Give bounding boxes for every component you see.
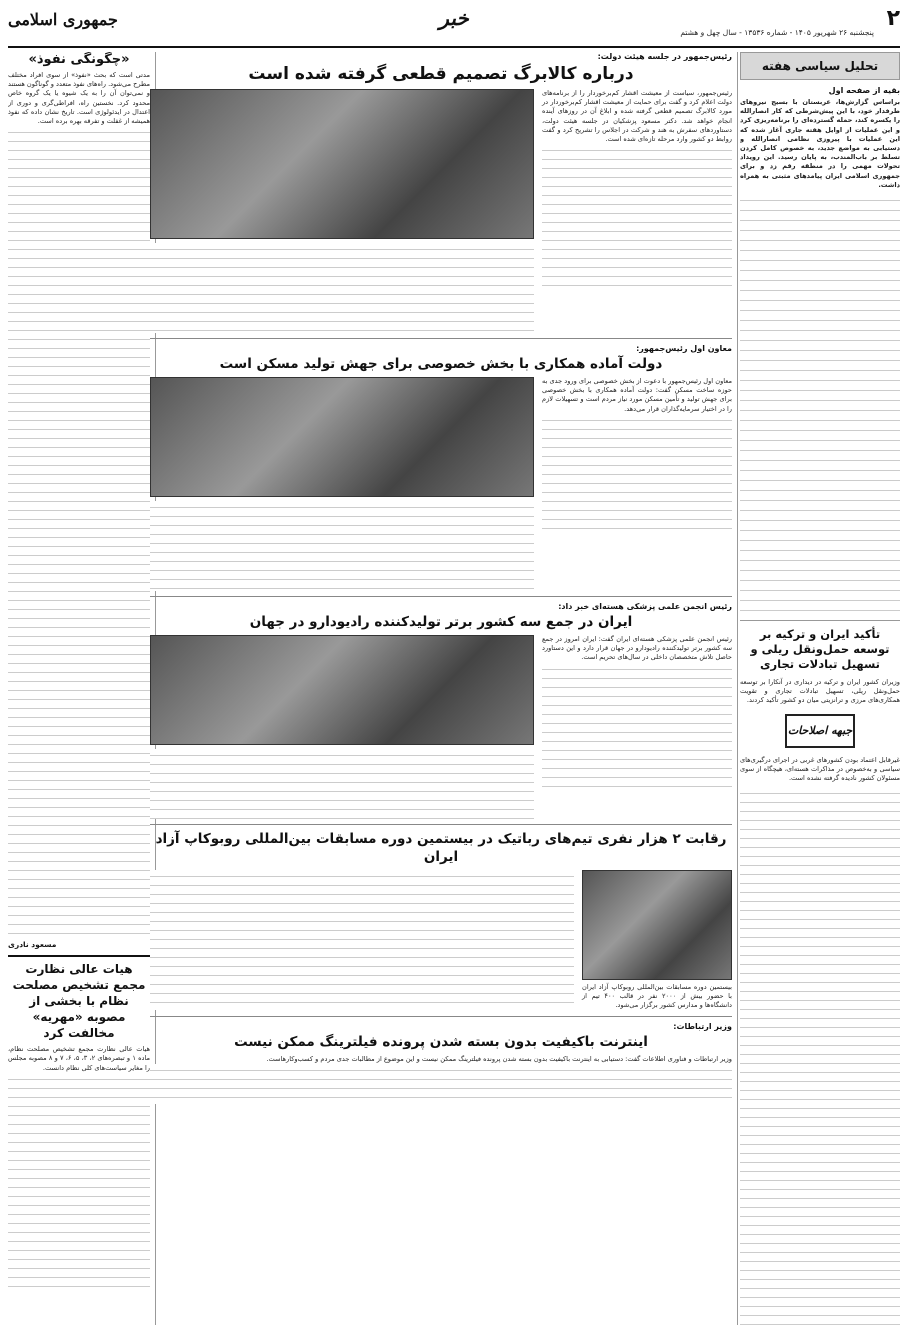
story4-headline: رقابت ۲ هزار نفری تیم‌های رباتیک در بیستمین دوره مسابقات بین‌المللی روبوکاپ آزاد ایران — [155, 831, 727, 865]
story3-text-block-2 — [150, 749, 534, 819]
jebhe-text-block — [740, 787, 900, 1325]
iran-turkey-headline: تأکید ایران و ترکیه بر توسعه حمل‌ونقل ریلی و تسهیل تبادلات تجاری — [740, 620, 900, 672]
story2-text-block-2 — [150, 501, 534, 591]
story1-headline: درباره کالابرگ تصمیم قطعی گرفته شده است — [248, 64, 634, 84]
story4-body: بیستمین دوره مسابقات بین‌المللی روبوکاپ آزاد ایران با حضور بیش از ۲۰۰۰ نفر در قالب ۴۰۰ تیم از دانشگاه‌ها و مدارس کشور برگزار می‌شود. — [582, 983, 732, 1010]
paper-name: جمهوری اسلامی — [8, 10, 118, 29]
story1-prehead: رئیس‌جمهور در جلسه هیئت دولت: — [597, 52, 732, 61]
story-radiopharma — [150, 602, 732, 819]
column-divider — [737, 52, 738, 1325]
story5-prehead: وزیر ارتباطات: — [673, 1021, 732, 1031]
story2-text-block — [542, 414, 732, 534]
issue-info: پنجشنبه ۲۶ شهریور ۱۴۰۵ - شماره ۱۳۵۳۶ - سال چهل و هشتم — [680, 28, 874, 37]
nofooz-text-block — [8, 126, 150, 936]
story1-text-block — [542, 144, 732, 294]
mehrieh-text-block — [8, 1073, 150, 1293]
analysis-text-block — [740, 194, 900, 614]
cabinet-meeting-photo — [150, 89, 534, 239]
story5-body: وزیر ارتباطات و فناوری اطلاعات گفت: دستیابی به اینترنت باکیفیت بدون بسته شدن پرونده فیلترینگ ممکن نیست و این موضوع از مطالبات جدی مردم و کسب‌وکارهاست. — [266, 1054, 732, 1063]
story-housing — [150, 344, 732, 591]
center-column — [150, 52, 732, 1325]
nofooz-body: مدتی است که بحث «نفوذ» از سوی افراد مختلف مطرح می‌شود. راه‌های نفوذ متعدد و گوناگون هستند و نمی‌توان آن را به یک شیوه یا یک گروه خاص محدود کرد. نخستین راه، افراطی‌گری و دوری از اعتدال در ایدئولوژی است. تاریخ نشان داده که نفوذ همیشه از غفلت و تفرقه بهره برده است. — [8, 71, 150, 126]
analysis-body: براساس گزارش‌ها، عربستان با بسیج نیروهای طرفدار خود، با این پیش‌شرطی که کار انصارالله را یکسره کند، حمله گسترده‌ای را برنامه‌ریزی کرد و این عملیات از اوایل هفته جاری آغاز شده که این عملیات با پیروزی نظامی انصارالله و دستیابی به مواضع جدید، به خصوص کامل کردن تسلط بر باب‌المندب، به پایان رسید. این رویداد تحولات مهمی را در منطقه رقم زد و برای جمهوری اسلامی ایران پیامدهای مثبتی به همراه داشت. — [740, 98, 900, 189]
iran-turkey-body: وزیران کشور ایران و ترکیه در دیداری در آنکارا بر توسعه حمل‌ونقل ریلی، تسهیل تبادلات تجاری و تقویت همکاری‌های مرزی و ترانزیتی میان دو کشور تأکید کردند. — [740, 678, 900, 705]
story3-headline: ایران در جمع سه کشور برتر تولیدکننده رادیودارو در جهان — [249, 614, 633, 630]
header-rule — [8, 46, 900, 48]
story5-headline: اینترنت باکیفیت بدون بسته شدن پرونده فیلترینگ ممکن نیست — [234, 1033, 648, 1050]
mehrieh-headline: هیات عالی نظارت مجمع تشخیص مصلحت نظام با بخشی از مصوبه «مهریه» مخالفت کرد — [8, 955, 150, 1041]
jebhe-logo: جبهه اصلاحات — [785, 714, 855, 748]
analysis-box-title: تحلیل سیاسی هفته — [740, 52, 900, 80]
mehrieh-body: هیات عالی نظارت مجمع تشخیص مصلحت نظام، ماده ۱ و تبصره‌های ۲، ۳، ۵، ۶، ۷ و ۸ مصوبه مجلس را مغایر سیاست‌های کلی نظام دانست. — [8, 1045, 150, 1072]
housing-meeting-photo — [150, 377, 534, 497]
story-kalabarg — [150, 52, 732, 333]
right-column — [740, 52, 900, 1325]
story3-body: رئیس انجمن علمی پزشکی هسته‌ای ایران گفت: ایران امروز در جمع سه کشور برتر تولیدکننده رادیودارو در جهان قرار دارد و این دستاورد حاصل تلاش متخصصان داخلی در سال‌های تحریم است. — [542, 635, 732, 662]
section-title: خبر — [439, 6, 469, 30]
story1-text-block-2 — [150, 243, 534, 333]
author-name: مسعود نادری — [8, 940, 57, 950]
story1-body: رئیس‌جمهور، سیاست از معیشت اقشار کم‌برخوردار را از برنامه‌های دولت اعلام کرد و گفت برای حمایت از معیشت اقشار کم‌برخوردار در مورد کالابرگ تصمیم قطعی گرفته شده و ابلاغ آن در روزهای آینده انجام خواهد شد. دکتر مسعود پزشکیان در جلسه هیئت دولت، دستاوردهای سفرش به هند و شرکت در اجلاس را تشریح کرد و گفت روابط دو کشور وارد مرحله تازه‌ای شده است. — [542, 89, 732, 144]
robocup-photo — [582, 870, 732, 980]
story5-text-block — [150, 1064, 732, 1104]
story-internet — [150, 1022, 732, 1104]
masthead — [8, 6, 900, 46]
continuation-kicker: بقیه از صفحه اول — [828, 86, 900, 95]
nofooz-headline: «چگونگی نفوذ» — [28, 52, 130, 67]
story2-prehead: معاون اول رئیس‌جمهور: — [636, 344, 732, 353]
left-column — [8, 52, 150, 1325]
story-robocup — [150, 830, 732, 1011]
story2-body: معاون اول رئیس‌جمهور با دعوت از بخش خصوصی برای ورود جدی به حوزه ساخت مسکن گفت: دولت آماده همکاری با بخش خصوصی برای جهش تولید و تأمین مسکن مورد نیاز مردم است و تسهیلات لازم را در اختیار سرمایه‌گذاران قرار می‌دهد. — [542, 377, 732, 413]
story3-text-block — [542, 663, 732, 793]
medical-conference-photo — [150, 635, 534, 745]
page-number: ۲ — [886, 6, 900, 31]
jebhe-body: غیرقابل اعتماد بودن کشورهای غربی در اجرای درگیری‌های سیاسی و به‌خصوص در مذاکرات هسته‌ای، هیچگاه از سوی مسئولان کشور نادیده گرفته نشده است. — [740, 755, 900, 783]
story2-headline: دولت آماده همکاری با بخش خصوصی برای جهش تولید مسکن است — [219, 356, 663, 372]
story4-text-block — [150, 870, 574, 1010]
story3-prehead: رئیس انجمن علمی پزشکی هسته‌ای خبر داد: — [558, 602, 732, 611]
